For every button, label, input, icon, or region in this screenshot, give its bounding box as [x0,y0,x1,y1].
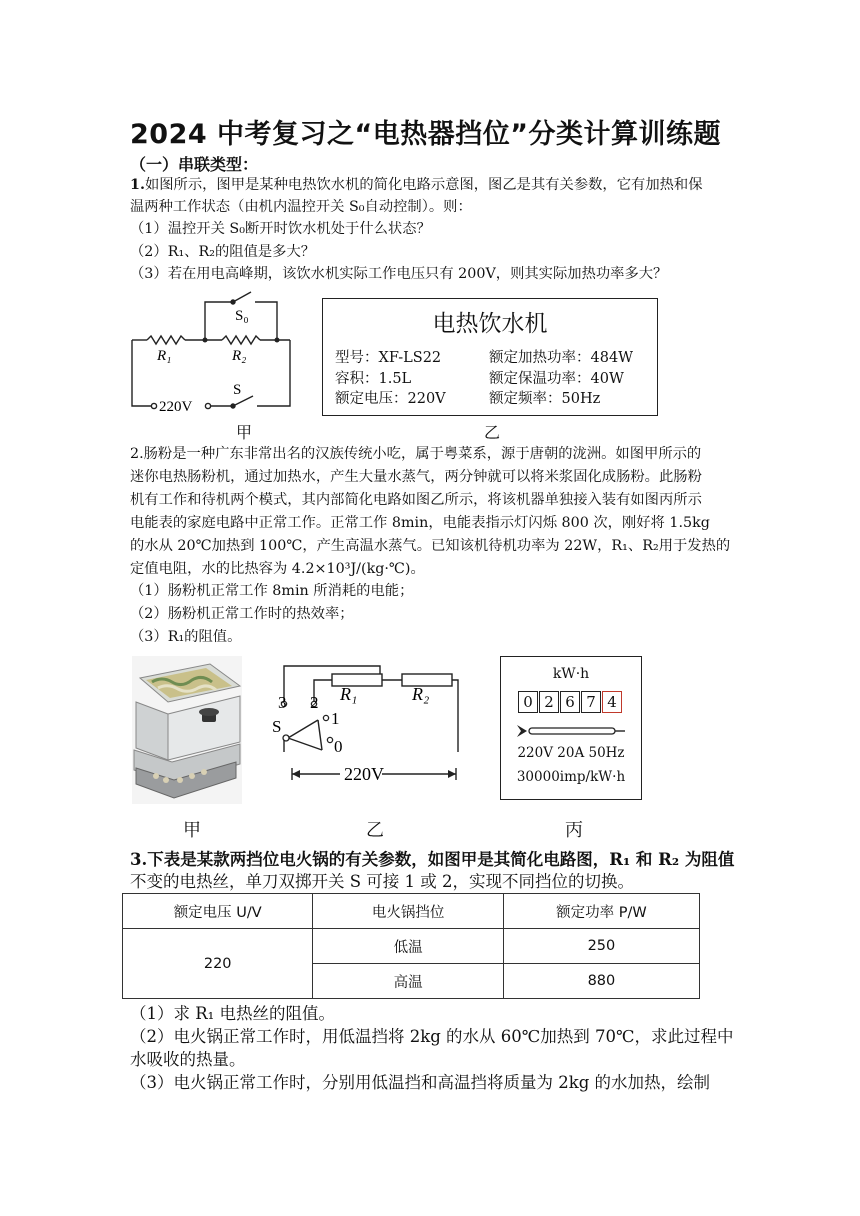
q1-voltage-label: 220V [159,399,193,415]
nameplate-frequency: 额定频率：50Hz [489,391,601,407]
q1-r2-label: R₂ [232,348,247,364]
q2-machine-photo [132,656,242,804]
meter-digit: 2 [539,691,559,713]
meter-rotor-icon [515,721,627,741]
q2-line-2: 迷你电热肠粉机，通过加热水，产生大量水蒸气，两分钟就可以将米浆固化成肠粉。此肠粉 [130,469,702,485]
q2-terminal-0: 0 [334,737,343,756]
table-cell-voltage: 220 [123,929,313,999]
q2-switch-label: S [272,717,282,736]
q1-number: 1. [130,177,145,193]
q2-voltage-label: 220V [344,764,384,784]
meter-digit-decimal: 4 [602,691,622,713]
nameplate-keep-power: 额定保温功率：40W [489,371,624,387]
q2-line-6: 定值电阻，水的比热容为 4.2×10³J/(kg·℃)。 [130,561,425,577]
q2-r1-label: R₁ [340,684,358,704]
q2-line-4: 电能表的家庭电路中正常工作。正常工作 8min，电能表指示灯闪烁 800 次，刚好将 1.5kg [130,515,710,531]
q2-terminal-1: 1 [331,709,340,728]
q2-line-5: 的水从 20℃加热到 100℃，产生高温水蒸气。已知该机待机功率为 22W，R₁、R₂用于发热的 [130,538,731,554]
q1-circuit-diagram [125,288,300,418]
table-cell: 250 [503,929,699,964]
nameplate-heat-power: 额定加热功率：484W [489,350,634,366]
nameplate-capacity: 容积：1.5L [335,371,412,387]
q2-line-8: （2）肠粉机正常工作时的热效率； [130,606,354,622]
meter-digit: 7 [581,691,601,713]
meter-digits [519,691,622,713]
table-header: 电火锅挡位 [313,894,503,929]
q2-terminal-3: 3 [278,693,287,712]
q3-sub-2: （2）电火锅正常工作时，用低温挡将 2kg 的水从 60℃加热到 70℃，求此过程中 [130,1027,734,1046]
section-heading: （一）串联类型： [130,155,259,174]
nameplate-model: 型号：XF-LS22 [335,350,442,366]
meter-unit: kW·h [552,666,590,682]
meter-digit: 0 [518,691,538,713]
q1-caption-jia: 甲 [236,423,253,442]
nameplate-voltage: 额定电压：220V [335,391,446,407]
q3-sub-1: （1）求 R₁ 电热丝的阻值。 [130,1004,336,1023]
q2-line-9: （3）R₁的阻值。 [130,629,242,645]
q2-terminal-2: 2 [310,693,319,712]
q1-s-label: S [233,382,242,398]
q2-line-3: 机有工作和待机两个模式，其内部简化电路如图乙所示，将该机器单独接入装有如图丙所示 [130,492,702,508]
q3-sub-3: （3）电火锅正常工作时，分别用低温挡和高温挡将质量为 2kg 的水加热，绘制 [130,1073,711,1092]
meter-digit: 6 [560,691,580,713]
q3-line-2: 不变的电热丝，单刀双掷开关 S 可接 1 或 2，实现不同挡位的切换。 [130,872,635,891]
q1-line-4: （2）R₁、R₂的阻值是多大？ [130,244,316,260]
table-row [123,894,700,929]
table-header: 额定功率 P/W [503,894,699,929]
q1-s0-label: S₀ [235,308,249,324]
table-cell: 低温 [313,929,503,964]
meter-spec-2: 30000imp/kW·h [516,769,626,785]
q2-caption-yi: 乙 [366,820,384,841]
page-title: 2024 中考复习之“电热器挡位”分类计算训练题 [130,119,722,150]
q3-sub-2b: 水吸收的热量。 [130,1050,246,1069]
q2-line-7: （1）肠粉机正常工作 8min 所消耗的电能； [130,583,414,599]
q3-parameter-table [122,893,700,999]
q1-nameplate [322,298,658,416]
q2-r2-label: R₂ [412,684,430,704]
meter-spec-1: 220V 20A 50Hz [517,745,625,761]
table-row [123,929,700,964]
q1-line-5: （3）若在用电高峰期，该饮水机实际工作电压只有 200V，则其实际加热功率多大？ [130,266,668,282]
q2-caption-bing: 丙 [565,820,583,841]
q1-caption-yi: 乙 [484,423,501,442]
nameplate-title: 电热饮水机 [432,311,548,337]
table-cell: 高温 [313,964,503,999]
q1-line-3: （1）温控开关 S₀断开时饮水机处于什么状态？ [130,221,431,237]
q1-line-1: 1.如图所示，图甲是某种电热饮水机的简化电路示意图，图乙是其有关参数，它有加热和保 [130,177,703,193]
table-header: 额定电压 U/V [123,894,313,929]
q2-line-1: 2.肠粉是一种广东非常出名的汉族传统小吃，属于粤菜系，源于唐朝的泷洲。如图甲所示的 [130,446,702,462]
q2-energy-meter [500,656,642,800]
q2-caption-jia: 甲 [183,820,201,841]
q1-r1-label: R₁ [157,348,172,364]
table-cell: 880 [503,964,699,999]
q2-circuit-diagram [270,656,470,784]
q3-line-1: 3.下表是某款两挡位电火锅的有关参数，如图甲是其简化电路图，R₁ 和 R₂ 为阻值 [130,850,735,869]
q1-line-2: 温两种工作状态（由机内温控开关 S₀自动控制）。则： [130,199,472,215]
